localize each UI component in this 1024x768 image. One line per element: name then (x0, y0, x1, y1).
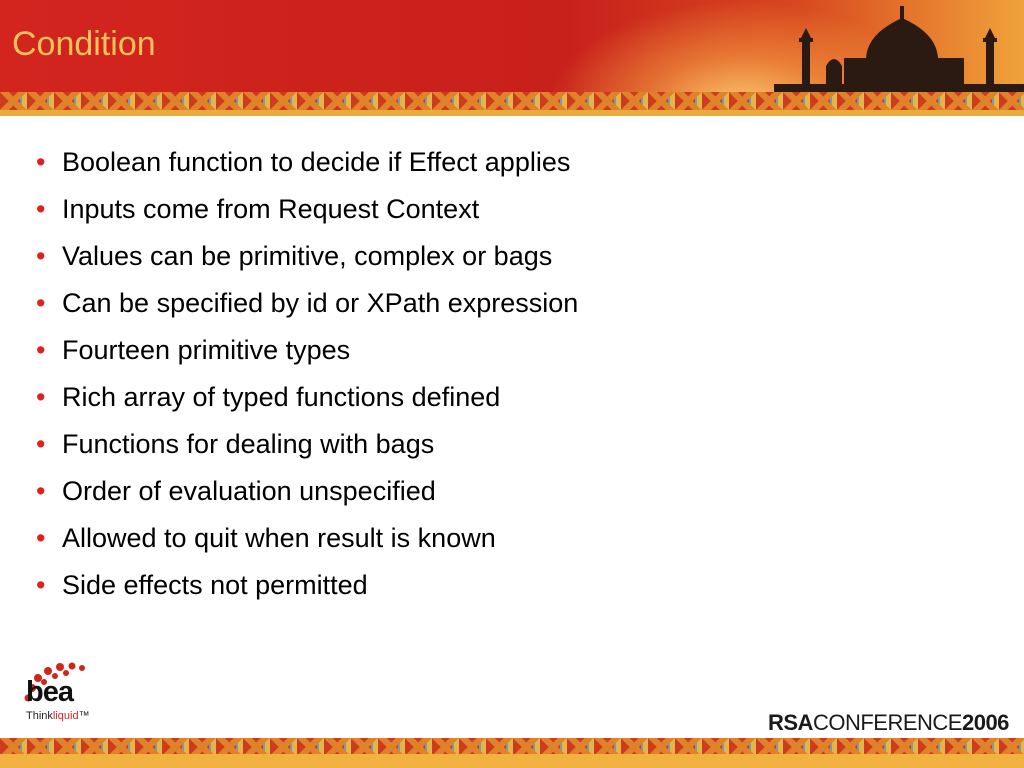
bullet-dot-icon: • (36, 523, 46, 553)
conference-year: 2006 (961, 710, 1009, 735)
tagline-trademark: ™ (78, 710, 90, 722)
bullet-text: Can be specified by id or XPath expression (62, 288, 579, 318)
bullet-text: Fourteen primitive types (62, 335, 351, 365)
slide-header (0, 0, 1024, 92)
bullet-dot-icon: • (36, 382, 46, 412)
bullet-dot-icon: • (36, 476, 46, 506)
bullet-item (36, 330, 578, 377)
bullet-dot-icon: • (36, 429, 46, 459)
bullet-item (36, 377, 578, 424)
bea-tagline (26, 710, 90, 722)
bullet-text: Side effects not permitted (62, 570, 368, 600)
bullet-item (36, 189, 578, 236)
bullet-dot-icon: • (36, 194, 46, 224)
decorative-band-top (0, 92, 1024, 110)
tagline-liquid: liquid (52, 710, 79, 722)
tagline-think: Think (26, 710, 53, 722)
decorative-stripe-bottom (0, 754, 1024, 768)
rsa-conference-logo (768, 710, 1009, 736)
bullet-list (36, 142, 578, 612)
bullet-dot-icon: • (36, 288, 46, 318)
bullet-item (36, 565, 578, 612)
bullet-item (36, 518, 578, 565)
bullet-dot-icon: • (36, 147, 46, 177)
bullet-item (36, 424, 578, 471)
bea-logo-wordmark: bea (26, 676, 73, 708)
bullet-item (36, 236, 578, 283)
bullet-text: Functions for dealing with bags (62, 429, 435, 459)
decorative-stripe-top (0, 110, 1024, 116)
bullet-dot-icon: • (36, 241, 46, 271)
bullet-item (36, 471, 578, 518)
rsa-wordmark: RSA (768, 710, 813, 735)
bullet-text: Allowed to quit when result is known (62, 523, 496, 553)
bullet-dot-icon: • (36, 335, 46, 365)
slide-title: Condition (12, 25, 156, 63)
bullet-text: Inputs come from Request Context (62, 194, 480, 224)
decorative-band-bottom (0, 738, 1024, 754)
bullet-text: Boolean function to decide if Effect applies (62, 147, 571, 177)
bullet-text: Order of evaluation unspecified (62, 476, 436, 506)
bullet-item (36, 283, 578, 330)
conference-wordmark: CONFERENCE (812, 710, 962, 735)
bullet-dot-icon: • (36, 570, 46, 600)
bullet-item (36, 142, 578, 189)
bullet-text: Rich array of typed functions defined (62, 382, 501, 412)
bullet-text: Values can be primitive, complex or bags (62, 241, 553, 271)
palace-silhouette-icon (774, 0, 1024, 92)
